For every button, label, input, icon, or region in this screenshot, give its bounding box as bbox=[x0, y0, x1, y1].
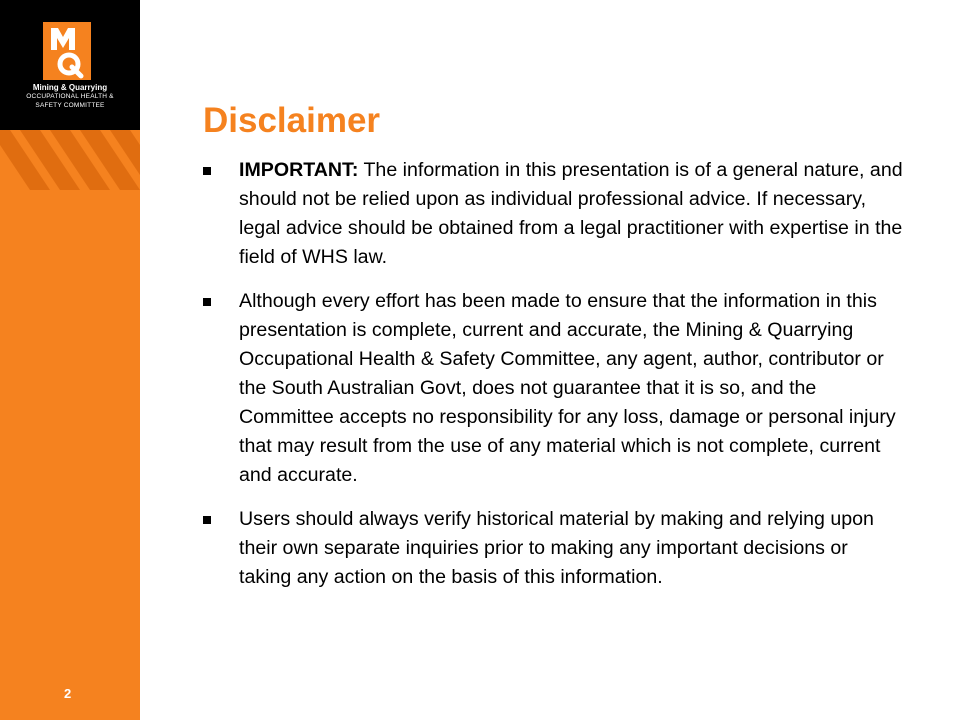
logo-subtitle-line1: OCCUPATIONAL HEALTH & bbox=[26, 93, 114, 100]
bullet-bold-label: IMPORTANT: bbox=[239, 159, 359, 181]
logo-text bbox=[0, 83, 140, 110]
sidebar-header bbox=[0, 0, 140, 130]
bullet-item-important bbox=[203, 156, 903, 272]
sidebar bbox=[0, 0, 140, 720]
bullet-text: The information in this presentation is of a general nature, and should not be relied upon as individual professional advice. If necessary, legal advice should be obtained from a legal practitioner with expertise in the field of WHS law. bbox=[239, 159, 903, 268]
page-number: 2 bbox=[64, 686, 72, 701]
bullet-item-verify bbox=[203, 505, 903, 592]
mq-logo-icon bbox=[43, 22, 91, 80]
square-bullet-icon bbox=[203, 167, 211, 175]
bullet-list bbox=[203, 156, 903, 607]
square-bullet-icon bbox=[203, 298, 211, 306]
square-bullet-icon bbox=[203, 516, 211, 524]
bullet-text: Although every effort has been made to ensure that the information in this presentation is complete, current and accurate, the Mining & Quarrying Occupational Health & Safety Committee, any agent, author, contributor or the South Australian Govt, does not guarantee that it is so, and the Committee accepts no responsibility for any loss, damage or personal injury that may result from the use of any material which is not complete, current and accurate. bbox=[239, 290, 896, 486]
bullet-item-liability bbox=[203, 287, 903, 490]
bullet-text: Users should always verify historical material by making and relying upon their own separate inquiries prior to making any important decisions or taking any action on the basis of this information. bbox=[239, 508, 874, 588]
slide-title: Disclaimer bbox=[203, 101, 381, 140]
decorative-stripes bbox=[0, 130, 140, 190]
logo-title: Mining & Quarrying bbox=[32, 83, 108, 92]
logo-subtitle-line2: SAFETY COMMITTEE bbox=[35, 101, 105, 109]
